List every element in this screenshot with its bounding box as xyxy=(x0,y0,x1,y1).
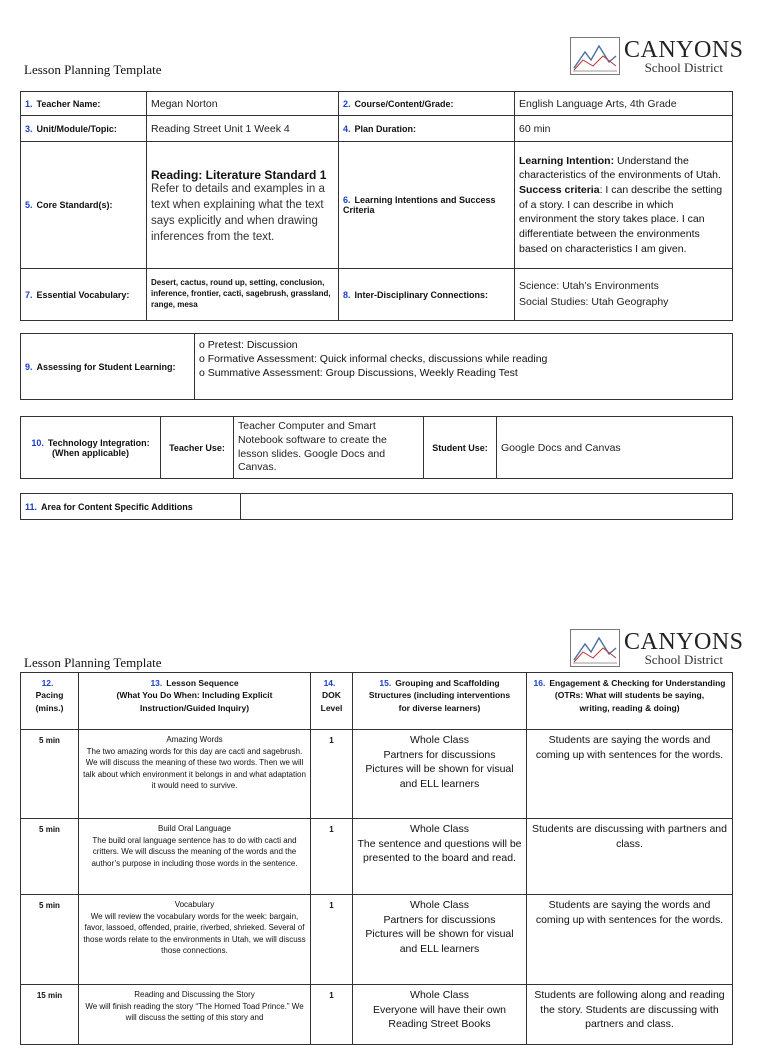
dok-cell: 1 xyxy=(311,895,353,985)
teacher-use-value: Teacher Computer and Smart Notebook software to create the lesson slides. Google Docs and Canvas. xyxy=(234,417,424,479)
table-row xyxy=(21,819,733,895)
core-standard-title: Reading: Literature Standard 1 xyxy=(151,168,327,183)
dok-cell: 1 xyxy=(311,730,353,819)
assessment-label: 9. Assessing for Student Learning: xyxy=(21,334,195,400)
page-title: Lesson Planning Template xyxy=(24,655,162,670)
learning-intentions-value: Learning Intention: Understand the characteristics of the environments of Utah. Success criteria: I can describe the setting of a story. I can describe in which environment the story takes place. I can differentiate between the environments based on characteristics I am given. xyxy=(515,142,733,269)
grouping-cell: Whole Class Partners for discussions Pictures will be shown for visual and ELL learners xyxy=(353,730,527,819)
activity-cell: Vocabulary We will review the vocabulary words for the week: bargain, favor, lassoed, offended, prairie, riverbed, shrieked. Several of those words relate to the environments in Utah, we will discuss those connections. xyxy=(79,895,311,985)
district-logo xyxy=(570,37,744,75)
content-additions-value xyxy=(241,494,733,520)
grouping-cell: Whole Class The sentence and questions will be presented to the board and read. xyxy=(353,819,527,895)
course-value: English Language Arts, 4th Grade xyxy=(515,92,733,116)
assessment-item: o Pretest: Discussion xyxy=(199,339,298,351)
pacing-header: 12. Pacing (mins.) xyxy=(21,673,79,730)
teacher-name-value: Megan Norton xyxy=(147,92,339,116)
duration-value: 60 min xyxy=(515,116,733,142)
pacing-cell: 15 min xyxy=(21,985,79,1045)
grouping-cell: Whole Class Partners for discussions Pictures will be shown for visual and ELL learners xyxy=(353,895,527,985)
logo-subtitle: School District xyxy=(644,652,723,667)
student-use-label: Student Use: xyxy=(424,417,497,479)
pacing-cell: 5 min xyxy=(21,819,79,895)
activity-cell: Build Oral Language The build oral language sentence has to do with cacti and critters. We will discuss the meaning of the words and the author’s purpose in including those words in the sentence. xyxy=(79,819,311,895)
assessment-item: o Formative Assessment: Quick informal checks, discussions while reading xyxy=(199,353,548,366)
core-standard-body: Refer to details and examples in a text when explaining what the text says explicitly and when drawing inferences from the text. xyxy=(151,183,325,243)
content-additions-table xyxy=(20,493,733,520)
dok-cell: 1 xyxy=(311,819,353,895)
learning-intentions-label: 6. Learning Intentions and Success Criteria xyxy=(339,142,515,269)
engagement-cell: Students are saying the words and coming up with sentences for the words. xyxy=(527,895,733,985)
logo-name: CANYONS xyxy=(624,37,744,63)
engagement-header: 16. Engagement & Checking for Understanding (OTRs: What will students be saying, writing, reading & doing) xyxy=(527,673,733,730)
mountain-logo-icon xyxy=(570,37,620,75)
assessment-table xyxy=(20,333,733,400)
unit-value: Reading Street Unit 1 Week 4 xyxy=(147,116,339,142)
grouping-cell: Whole Class Everyone will have their own Reading Street Books xyxy=(353,985,527,1045)
unit-label: 3. Unit/Module/Topic: xyxy=(21,116,147,142)
assessment-list xyxy=(195,334,733,400)
pacing-cell: 5 min xyxy=(21,895,79,985)
activity-cell: Amazing Words The two amazing words for this day are cacti and sagebrush. We will discuss the meaning of these two words. Then we will talk about which environment it belongs in and what adaptation it would need to survive. xyxy=(79,730,311,819)
table-row xyxy=(21,985,733,1045)
student-use-value: Google Docs and Canvas xyxy=(497,417,733,479)
table-row xyxy=(21,895,733,985)
vocabulary-value: Desert, cactus, round up, setting, conclusion, inference, frontier, cacti, sagebrush, grassland, range, mesa xyxy=(147,269,339,321)
dok-cell: 1 xyxy=(311,985,353,1045)
assessment-item: o Summative Assessment: Group Discussions, Weekly Reading Test xyxy=(199,367,518,380)
page-title: Lesson Planning Template xyxy=(24,62,162,77)
inter-disciplinary-label: 8. Inter-Disciplinary Connections: xyxy=(339,269,515,321)
mountain-logo-icon xyxy=(570,629,620,667)
vocabulary-label: 7. Essential Vocabulary: xyxy=(21,269,147,321)
logo-subtitle: School District xyxy=(644,60,723,75)
pacing-cell: 5 min xyxy=(21,730,79,819)
course-label: 2. Course/Content/Grade: xyxy=(339,92,515,116)
engagement-cell: Students are following along and reading the story. Students are discussing with partners and class. xyxy=(527,985,733,1045)
technology-label: 10. Technology Integration: (When applicable) xyxy=(21,417,161,479)
lesson-sequence-table xyxy=(20,672,733,1045)
table-row xyxy=(21,730,733,819)
dok-header: 14. DOK Level xyxy=(311,673,353,730)
core-standard-cell xyxy=(147,142,339,269)
duration-label: 4. Plan Duration: xyxy=(339,116,515,142)
teacher-use-label: Teacher Use: xyxy=(161,417,234,479)
logo-name: CANYONS xyxy=(624,629,744,655)
technology-table xyxy=(20,416,733,479)
teacher-name-label: 1. Teacher Name: xyxy=(21,92,147,116)
district-logo xyxy=(570,629,744,667)
inter-disciplinary-value: Science: Utah’s Environments Social Studies: Utah Geography xyxy=(515,269,733,321)
engagement-cell: Students are saying the words and coming up with sentences for the words. xyxy=(527,730,733,819)
plan-info-table xyxy=(20,91,733,321)
engagement-cell: Students are discussing with partners and class. xyxy=(527,819,733,895)
content-additions-label: 11. Area for Content Specific Additions xyxy=(21,494,241,520)
core-standard-label: 5. Core Standard(s): xyxy=(21,142,147,269)
grouping-header: 15. Grouping and Scaffolding Structures (including interventions for diverse learners) xyxy=(353,673,527,730)
activity-cell: Reading and Discussing the Story We will finish reading the story “The Horned Toad Prince.” We will discuss the setting of this story and xyxy=(79,985,311,1045)
lesson-sequence-header: 13. Lesson Sequence (What You Do When: Including Explicit Instruction/Guided Inquiry) xyxy=(79,673,311,730)
